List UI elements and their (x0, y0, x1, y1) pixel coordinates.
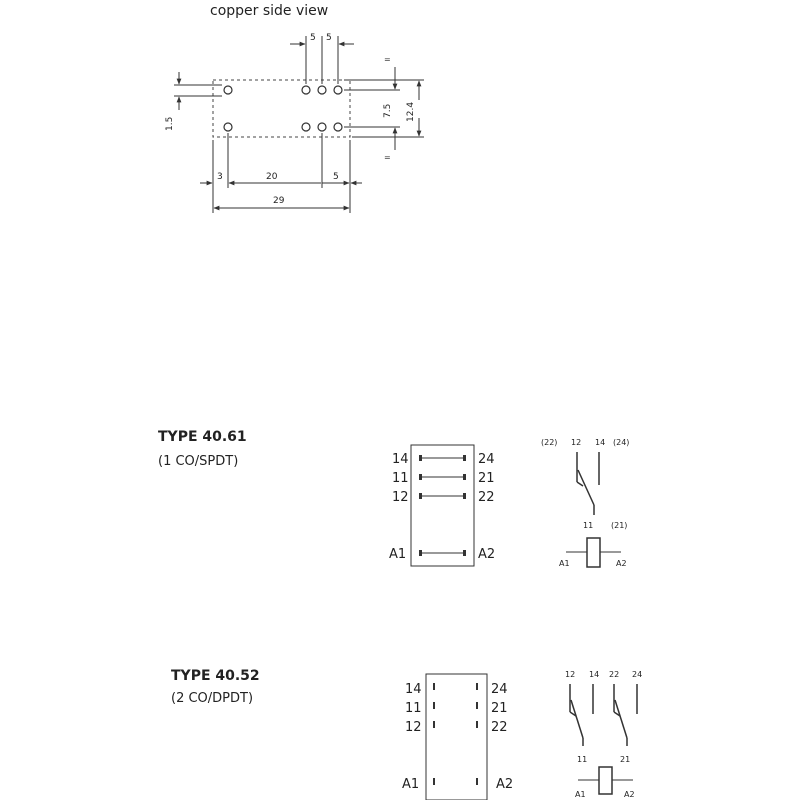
label-22: (22) (541, 438, 558, 447)
marker-bottom: = (384, 153, 391, 162)
footprint-caption: copper side view (210, 3, 329, 19)
marker-top: = (384, 55, 391, 64)
hole (318, 123, 326, 131)
dim-edge-left: 3 (217, 172, 223, 182)
schematic-40-52 (565, 670, 642, 799)
hole (318, 86, 326, 94)
relay-outline (213, 80, 350, 137)
dim-overall-width: 29 (273, 196, 285, 206)
label-24: 24 (632, 670, 643, 679)
label-a2: A2 (624, 790, 635, 799)
relay-coil (587, 538, 600, 567)
pitch-dimension (290, 33, 354, 84)
hole (302, 86, 310, 94)
label-14: 14 (595, 438, 606, 447)
dim-row-spacing: 7.5 (383, 103, 393, 118)
label-11: 11 (577, 755, 588, 764)
label-21: 21 (620, 755, 631, 764)
pin-a1: A1 (389, 547, 407, 562)
label-12: 12 (565, 670, 576, 679)
pin-a1: A1 (402, 777, 420, 792)
height-dimension (344, 55, 424, 162)
dim-pitch-b: 5 (326, 33, 332, 43)
type-40-52-section (171, 668, 642, 800)
dim-edge-right: 5 (333, 172, 339, 182)
type-40-52-subtitle: (2 CO/DPDT) (171, 691, 254, 706)
type-40-61-subtitle: (1 CO/SPDT) (158, 454, 239, 469)
label-a1: A1 (559, 559, 570, 568)
type-40-61-section (158, 429, 629, 568)
pin-12: 12 (392, 490, 409, 505)
label-11: 11 (583, 521, 594, 530)
label-a1: A1 (575, 790, 586, 799)
pin-14: 14 (405, 682, 422, 697)
pin-holes (224, 86, 342, 131)
dim-total-height: 12.4 (406, 101, 416, 122)
label-a2: A2 (616, 559, 627, 568)
relay-coil (599, 767, 612, 794)
relay-body (411, 445, 474, 566)
hole (224, 123, 232, 131)
pin-a2: A2 (478, 547, 496, 562)
type-40-61-title: TYPE 40.61 (158, 429, 247, 445)
label-22: 22 (609, 670, 620, 679)
pin-21: 21 (478, 471, 495, 486)
dim-left-offset: 1.5 (165, 116, 175, 131)
label-24: (24) (613, 438, 630, 447)
pin-24: 24 (478, 452, 495, 467)
schematic-40-61 (541, 438, 629, 568)
hole (334, 86, 342, 94)
hole (334, 123, 342, 131)
pin-layout-40-52 (402, 674, 513, 800)
pin-layout-40-61 (389, 445, 495, 566)
pin-22: 22 (491, 720, 508, 735)
pin-24: 24 (491, 682, 508, 697)
label-12: 12 (571, 438, 582, 447)
hole (302, 123, 310, 131)
pin-11: 11 (405, 701, 422, 716)
width-dimension (200, 133, 362, 213)
pin-14: 14 (392, 452, 409, 467)
pin-a2: A2 (496, 777, 514, 792)
pin-12: 12 (405, 720, 422, 735)
dim-span-mid: 20 (266, 172, 278, 182)
hole (224, 86, 232, 94)
pin-11: 11 (392, 471, 409, 486)
pin-22: 22 (478, 490, 495, 505)
dim-pitch-a: 5 (310, 33, 316, 43)
pin-21: 21 (491, 701, 508, 716)
label-21: (21) (611, 521, 628, 530)
copper-side-view-footprint (165, 3, 424, 213)
type-40-52-title: TYPE 40.52 (171, 668, 260, 684)
label-14: 14 (589, 670, 600, 679)
